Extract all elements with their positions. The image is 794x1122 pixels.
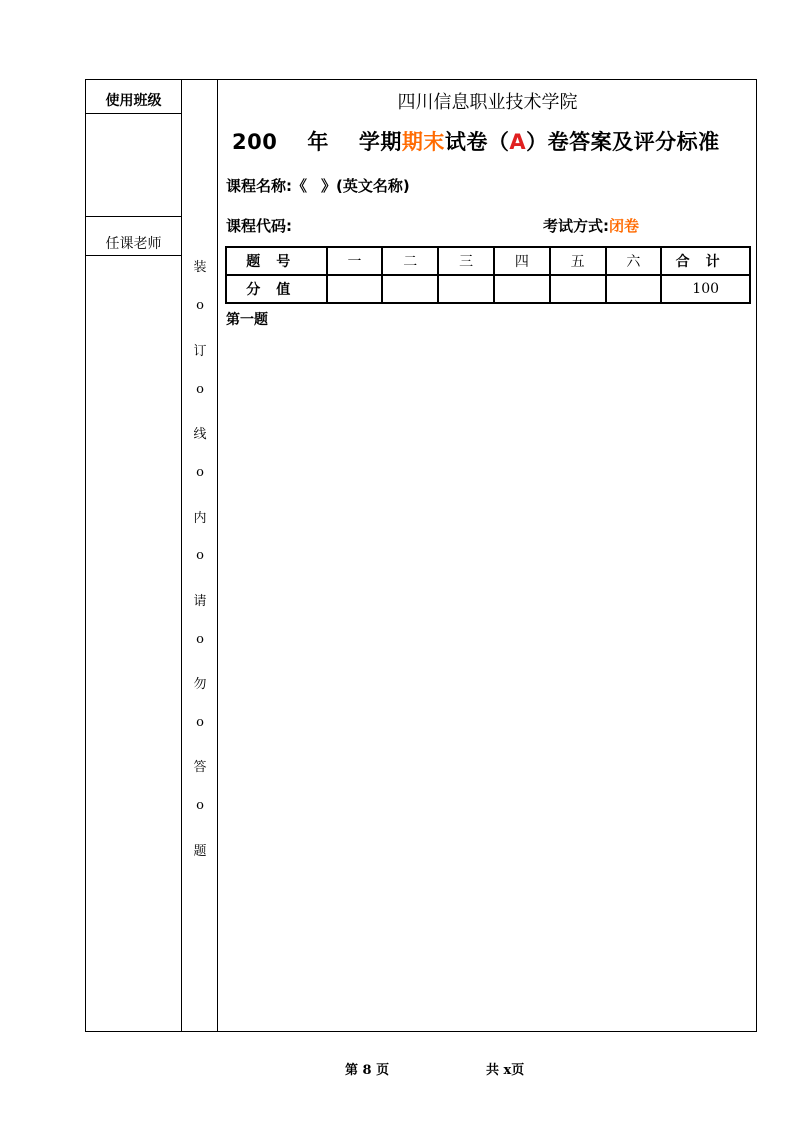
course-name-line	[226, 175, 410, 196]
question-cell: 六	[606, 247, 662, 275]
title-year: 200	[232, 130, 278, 154]
title-semester: 学期	[358, 130, 402, 154]
total-score-cell: 100	[661, 275, 750, 303]
title-paper: 试卷（	[444, 130, 510, 154]
question-cell: 五	[550, 247, 606, 275]
score-cell	[494, 275, 550, 303]
score-cell	[550, 275, 606, 303]
score-value-header: 分值	[226, 275, 327, 303]
course-name-suffix: 》(英文名称)	[321, 177, 410, 195]
binding-char: o	[196, 548, 204, 563]
question-cell: 二	[382, 247, 438, 275]
binding-char: o	[196, 298, 204, 313]
course-name-label: 课程名称:《	[226, 177, 307, 195]
table-row	[226, 247, 750, 275]
total-header: 合计	[661, 247, 750, 275]
title-rest: ）卷答案及评分标准	[526, 130, 720, 154]
binding-char: 请	[193, 594, 207, 609]
binding-char: o	[196, 715, 204, 730]
title-exam-type: 期末	[401, 130, 445, 154]
binding-char: 线	[193, 427, 207, 442]
binding-char: 内	[193, 511, 207, 526]
exam-mode-line	[543, 215, 639, 236]
binding-char: 装	[193, 260, 207, 275]
score-cell	[438, 275, 494, 303]
exam-mode-value: 闭卷	[609, 217, 640, 235]
sidebar-rule-2	[85, 216, 182, 217]
binding-char: o	[196, 465, 204, 480]
page-number: 第 8 页	[345, 1063, 390, 1078]
score-cell	[327, 275, 383, 303]
exam-mode-label: 考试方式:	[543, 217, 609, 235]
question-cell: 一	[327, 247, 383, 275]
question-cell: 三	[438, 247, 494, 275]
page-title	[232, 126, 720, 156]
binding-char: o	[196, 632, 204, 647]
binding-char: 题	[193, 844, 207, 859]
sidebar-rule-3	[85, 255, 182, 256]
question-cell: 四	[494, 247, 550, 275]
question-number-header: 题号	[226, 247, 327, 275]
class-label: 使用班级	[105, 93, 162, 109]
school-name: 四川信息职业技术学院	[397, 92, 578, 113]
title-version: A	[509, 130, 527, 154]
sidebar-rule-1	[85, 113, 182, 114]
table-row	[226, 275, 750, 303]
binding-char: 勿	[193, 677, 207, 692]
score-table	[225, 246, 751, 304]
title-year-unit: 年	[307, 130, 329, 154]
binding-char: 订	[193, 344, 207, 359]
score-cell	[606, 275, 662, 303]
teacher-label: 任课老师	[105, 236, 162, 252]
course-code-label: 课程代码:	[226, 217, 292, 235]
total-pages: 共 x页	[486, 1063, 525, 1078]
section-heading: 第一题	[226, 312, 268, 328]
binding-char: o	[196, 798, 204, 813]
binding-char: o	[196, 382, 204, 397]
binding-char: 答	[193, 760, 207, 775]
score-cell	[382, 275, 438, 303]
